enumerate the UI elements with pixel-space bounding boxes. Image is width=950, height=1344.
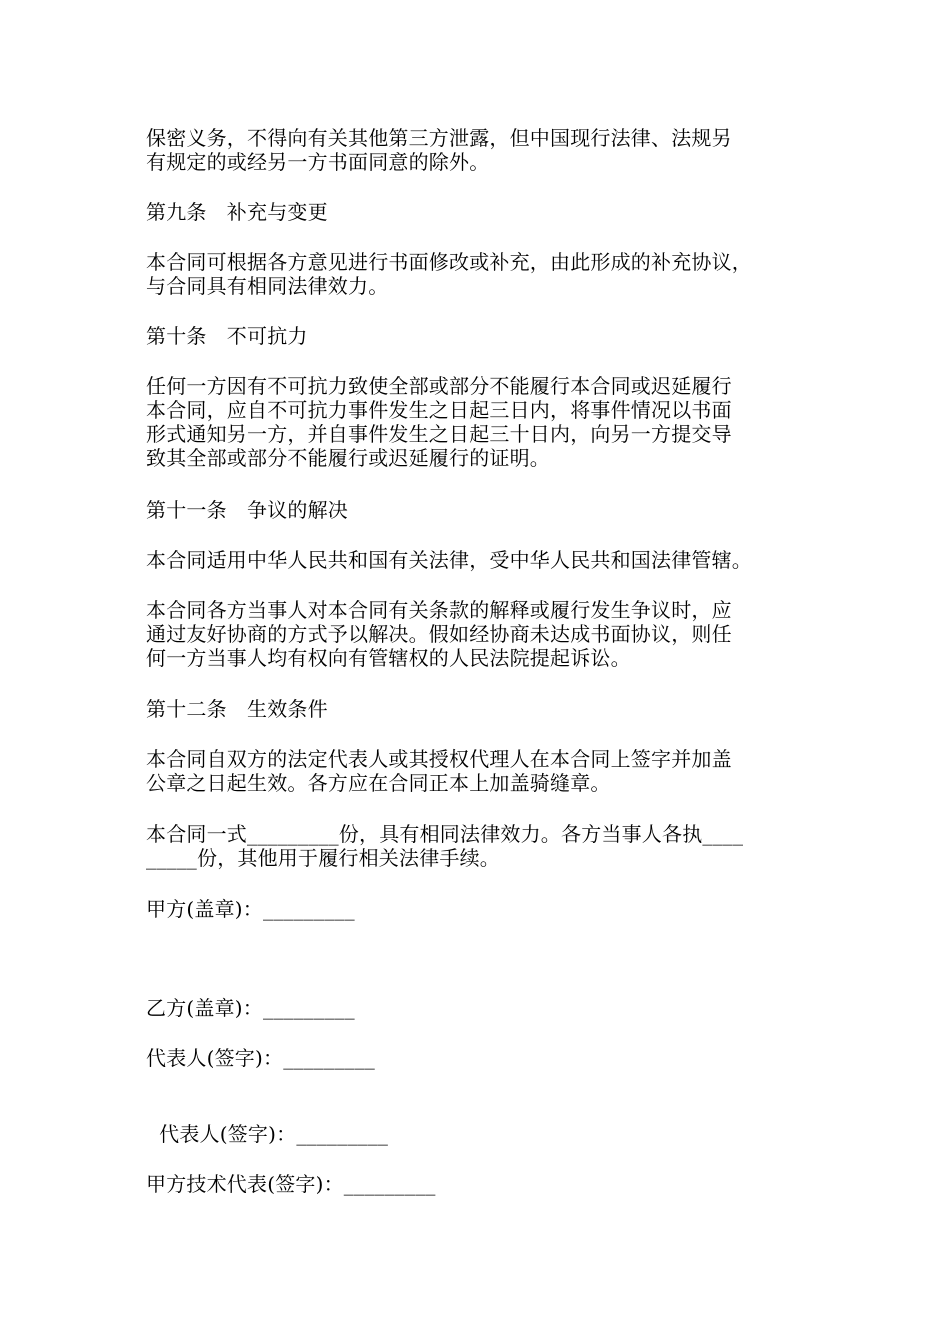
text-line: 形式通知另一方，并自事件发生之日起三十日内，向另一方提交导 bbox=[146, 422, 732, 446]
section-heading: 第十二条 生效条件 bbox=[146, 697, 328, 721]
text-line: 与合同具有相同法律效力。 bbox=[146, 274, 389, 298]
text-line: 致其全部或部分不能履行或迟延履行的证明。 bbox=[146, 446, 550, 470]
signature-line: 代表人(签字)：_________ bbox=[146, 1046, 376, 1070]
text-line: _____份，其他用于履行相关法律手续。 bbox=[146, 846, 500, 870]
signature-line: 乙方(盖章)：_________ bbox=[146, 996, 355, 1020]
text-line: 任何一方因有不可抗力致使全部或部分不能履行本合同或迟延履行 bbox=[146, 374, 732, 398]
text-line: 本合同可根据各方意见进行书面修改或补充，由此形成的补充协议， bbox=[146, 250, 752, 274]
section-heading: 第十一条 争议的解决 bbox=[146, 498, 348, 522]
text-line: 本合同一式_________份，具有相同法律效力。各方当事人各执____ bbox=[146, 822, 744, 846]
section-heading: 第九条 补充与变更 bbox=[146, 200, 328, 224]
signature-line: 甲方(盖章)：_________ bbox=[146, 897, 355, 921]
text-line: 本合同，应自不可抗力事件发生之日起三日内，将事件情况以书面 bbox=[146, 398, 732, 422]
text-line: 本合同各方当事人对本合同有关条款的解释或履行发生争议时，应 bbox=[146, 598, 732, 622]
text-line: 本合同适用中华人民共和国有关法律，受中华人民共和国法律管辖。 bbox=[146, 548, 752, 572]
text-line: 何一方当事人均有权向有管辖权的人民法院提起诉讼。 bbox=[146, 646, 631, 670]
text-line: 通过友好协商的方式予以解决。假如经协商未达成书面协议，则任 bbox=[146, 622, 732, 646]
text-line: 有规定的或经另一方书面同意的除外。 bbox=[146, 150, 490, 174]
section-heading: 第十条 不可抗力 bbox=[146, 324, 308, 348]
text-line: 公章之日起生效。各方应在合同正本上加盖骑缝章。 bbox=[146, 771, 611, 795]
text-line: 本合同自双方的法定代表人或其授权代理人在本合同上签字并加盖 bbox=[146, 747, 732, 771]
signature-line: 代表人(签字)：_________ bbox=[146, 1122, 389, 1146]
signature-line: 甲方技术代表(签字)：_________ bbox=[146, 1172, 436, 1196]
text-line: 保密义务，不得向有关其他第三方泄露，但中国现行法律、法规另 bbox=[146, 126, 732, 150]
